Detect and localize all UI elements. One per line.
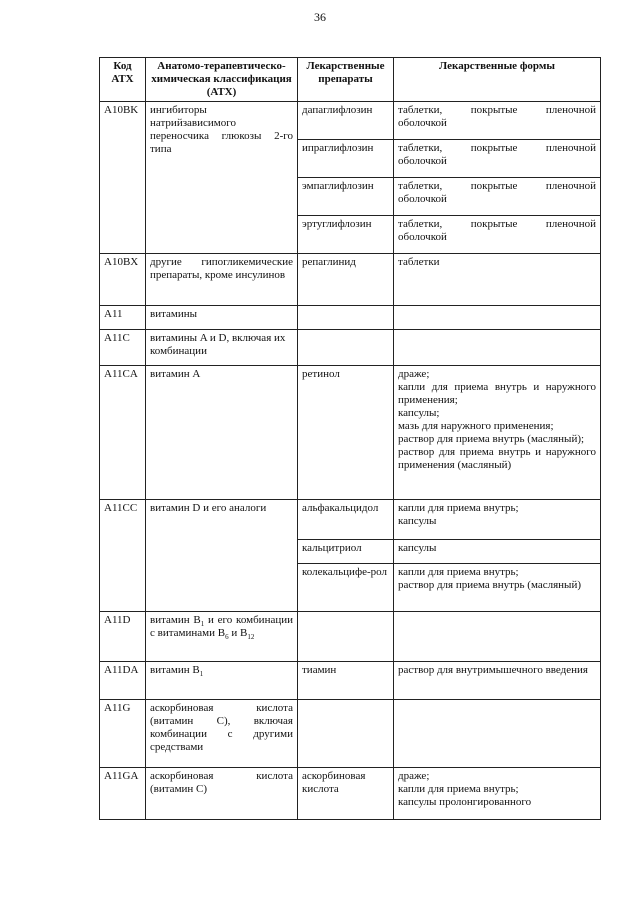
dosage-form: капли для приема внутрь; — [398, 502, 519, 514]
dosage-form — [394, 612, 601, 662]
table-row — [100, 662, 601, 700]
table-row — [100, 330, 601, 366]
dosage-form: мазь для наружного применения; — [398, 420, 554, 432]
dosage-form — [394, 306, 601, 330]
header-classification: Анатомо-терапевтическо-химическая классификация (АТХ) — [146, 58, 298, 102]
atc-name: аскорбиновая кислота (витамин C) — [146, 768, 298, 820]
atc-code: A11D — [100, 612, 146, 662]
atc-name: ингибиторы натрийзависимого переносчика глюкозы 2-го типа — [146, 102, 298, 254]
atc-name: витамины A и D, включая их комбинации — [146, 330, 298, 366]
atc-name: витамин D и его аналоги — [146, 500, 298, 612]
drug-name: кальцитриол — [298, 540, 394, 564]
dosage-form: раствор для приема внутрь (масляный) — [398, 579, 581, 591]
drug-name: альфакальцидол — [298, 500, 394, 540]
atc-name: другие гипогликемические препараты, кроме инсулинов — [146, 254, 298, 306]
atc-name: витамин $B_1$ и его комбинации с витаминами $B_6$ и $B_{12}$ — [146, 612, 298, 662]
atc-name: витамин A — [146, 366, 298, 500]
drug-name — [298, 306, 394, 330]
atc-code: A11GA — [100, 768, 146, 820]
table-row — [100, 500, 601, 540]
atc-code: A11CC — [100, 500, 146, 612]
header-code: Код АТХ — [100, 58, 146, 102]
dosage-form: раствор для внутримышечного введения — [394, 662, 601, 700]
dosage-form: таблетки, покрытые пленочной оболочкой — [394, 178, 601, 216]
table-row — [100, 102, 601, 140]
atc-code: A11CA — [100, 366, 146, 500]
table-row — [100, 306, 601, 330]
atc-table — [99, 57, 601, 820]
table-row — [100, 768, 601, 820]
drug-name: тиамин — [298, 662, 394, 700]
drug-name — [298, 700, 394, 768]
atc-name: витамин $B_1$ — [146, 662, 298, 700]
atc-code: A11G — [100, 700, 146, 768]
atc-code: A11 — [100, 306, 146, 330]
drug-name — [298, 612, 394, 662]
dosage-form: капсулы — [398, 515, 437, 527]
dosage-form: капсулы пролонгированного — [398, 796, 532, 808]
table-header-row — [100, 58, 601, 102]
header-drugs: Лекарственные препараты — [298, 58, 394, 102]
dosage-form — [394, 330, 601, 366]
dosage-form-list — [394, 500, 601, 540]
drug-name — [298, 330, 394, 366]
dosage-form: таблетки, покрытые пленочной оболочкой — [394, 216, 601, 254]
dosage-form: капли для приема внутрь; — [398, 783, 519, 795]
atc-name: витамины — [146, 306, 298, 330]
page-number: 36 — [314, 10, 326, 24]
dosage-form: капсулы; — [398, 407, 440, 419]
dosage-form: капли для приема внутрь; — [398, 566, 519, 578]
dosage-form: драже; — [398, 368, 430, 380]
atc-code: A10BK — [100, 102, 146, 254]
drug-name: колекальцифе-рол — [298, 564, 394, 612]
dosage-form — [394, 700, 601, 768]
drug-name: репаглинид — [298, 254, 394, 306]
drug-name: аскорбиновая кислота — [298, 768, 394, 820]
dosage-form: капли для приема внутрь и наружного применения; — [398, 381, 596, 406]
dosage-form-list — [394, 768, 601, 820]
dosage-form: капсулы — [394, 540, 601, 564]
drug-name: эмпаглифлозин — [298, 178, 394, 216]
dosage-form-list — [394, 366, 601, 500]
drug-name: дапаглифлозин — [298, 102, 394, 140]
drug-name: ипраглифлозин — [298, 140, 394, 178]
table-row — [100, 366, 601, 500]
dosage-form-list — [394, 564, 601, 612]
header-forms: Лекарственные формы — [394, 58, 601, 102]
dosage-form: таблетки — [394, 254, 601, 306]
dosage-form: таблетки, покрытые пленочной оболочкой — [394, 140, 601, 178]
drug-name: ретинол — [298, 366, 394, 500]
atc-code: A10BX — [100, 254, 146, 306]
atc-name: аскорбиновая кислота (витамин C), включая комбинации с другими средствами — [146, 700, 298, 768]
drug-name: эртуглифлозин — [298, 216, 394, 254]
table-row — [100, 612, 601, 662]
dosage-form: таблетки, покрытые пленочной оболочкой — [394, 102, 601, 140]
dosage-form: раствор для приема внутрь и наружного применения (масляный) — [398, 446, 596, 471]
atc-code: A11DA — [100, 662, 146, 700]
table-row — [100, 254, 601, 306]
table-row — [100, 700, 601, 768]
dosage-form: драже; — [398, 770, 430, 782]
dosage-form: раствор для приема внутрь (масляный); — [398, 433, 585, 445]
atc-code: A11C — [100, 330, 146, 366]
